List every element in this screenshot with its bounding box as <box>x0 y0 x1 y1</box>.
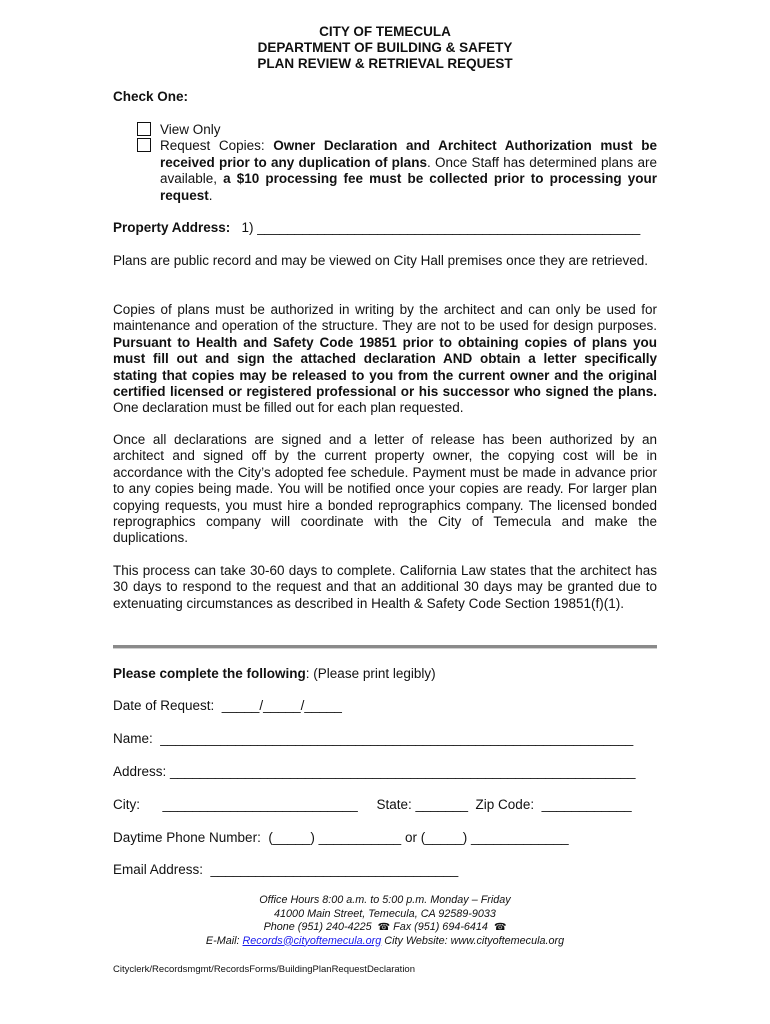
contact-line <box>0 935 770 949</box>
phone-icon: ☎ <box>377 922 391 933</box>
office-address: 41000 Main Street, Temecula, CA 92589-9033 <box>274 907 496 920</box>
authorization-text: Copies of plans must be authorized in writing by the architect and can only be used for maintenance and operation of the structure. They are not to be used for design purposes. <box>113 302 657 334</box>
property-address-label: Property Address: <box>113 220 231 235</box>
city-website: City Website: www.cityoftemecula.org <box>381 934 565 947</box>
section-divider <box>113 645 657 649</box>
copying-cost-paragraph: Once all declarations are signed and a letter of release has been authorized by an architect and signed off by the current property owner, the copying cost will be in accordance with the City’s adopted fee schedule. Payment must be made in advance prior to any copies being made. You will be notified once your copies are ready. For larger plan copying requests, you must hire a bonded reprographics company. The licensed bonded reprographics company will coordinate with the City of Temecula and make the duplications. <box>113 432 657 546</box>
view-only-label: View Only <box>160 122 221 137</box>
public-record-paragraph: Plans are public record and may be viewed on City Hall premises once they are retrieved. <box>113 253 649 268</box>
form-title: PLAN REVIEW & RETRIEVAL REQUEST <box>257 56 513 71</box>
form-heading <box>113 666 436 681</box>
address-field[interactable]: Address: ______________________________________________________________ <box>113 764 636 779</box>
city-state-zip-field[interactable]: City: __________________________ State: _______ Zip Code: ____________ <box>113 797 632 812</box>
request-copies-label: Request Copies: <box>160 138 274 153</box>
name-field[interactable]: Name: _______________________________________________________________ <box>113 731 634 746</box>
file-path: Cityclerk/Recordsmgmt/RecordsForms/BuildingPlanRequestDeclaration <box>113 964 416 975</box>
view-only-option <box>137 122 221 139</box>
email-label: E-Mail: <box>205 934 243 947</box>
email-address-field[interactable]: Email Address: _________________________________ <box>113 862 459 877</box>
request-copies-requirement: Owner Declaration and Architect Authorization must be received prior to any duplication of plans <box>160 138 657 170</box>
property-address-row <box>113 220 640 235</box>
phone-number: Phone (951) 240-4225 <box>263 921 372 933</box>
email-link[interactable]: Records@cityoftemecula.org <box>242 934 382 947</box>
processing-time-paragraph: This process can take 30-60 days to complete. California Law states that the architect has 30 days to respond to the request and that an additional 30 days may be granted due to extenuating circumstances as described in Health & Safety Code Section 19851(f)(1). <box>113 563 657 611</box>
health-safety-code-notice: Pursuant to Health and Safety Code 19851 prior to obtaining copies of plans you must fill out and sign the attached declaration AND obtain a letter specifically stating that copies may be released to you from the current owner and the original certified licensed or registered professional or his successor who signed the plans. <box>113 334 657 400</box>
authorization-paragraph <box>113 302 657 417</box>
department-title: DEPARTMENT OF BUILDING & SAFETY <box>257 40 513 55</box>
daytime-phone-field[interactable]: Daytime Phone Number: (_____) ___________ or (_____) _____________ <box>113 830 569 845</box>
processing-fee-notice: a $10 processing fee must be collected prior to processing your request <box>160 171 657 203</box>
form-heading-note: : (Please print legibly) <box>305 666 436 681</box>
property-address-field[interactable]: 1) ___________________________________________________ <box>241 220 641 235</box>
request-copies-text <box>160 138 657 204</box>
declaration-note: One declaration must be filled out for each plan requested. <box>113 400 464 416</box>
city-title: CITY OF TEMECULA <box>319 24 451 39</box>
request-copies-option <box>137 138 160 155</box>
view-only-checkbox[interactable] <box>137 122 151 136</box>
request-copies-end: . <box>208 187 213 203</box>
office-hours: Office Hours 8:00 a.m. to 5:00 p.m. Monday – Friday <box>259 894 511 906</box>
check-one-label: Check One: <box>113 89 189 104</box>
form-heading-bold: Please complete the following <box>113 666 306 681</box>
phone-fax-line <box>0 921 770 935</box>
fax-number: Fax (951) 694-6414 <box>390 921 488 933</box>
date-of-request-field[interactable]: Date of Request: _____/_____/_____ <box>113 698 342 713</box>
request-copies-checkbox[interactable] <box>137 138 151 152</box>
request-copies-middle: . Once Staff has determined plans are available, <box>160 154 657 186</box>
fax-icon: ☎ <box>493 922 507 933</box>
